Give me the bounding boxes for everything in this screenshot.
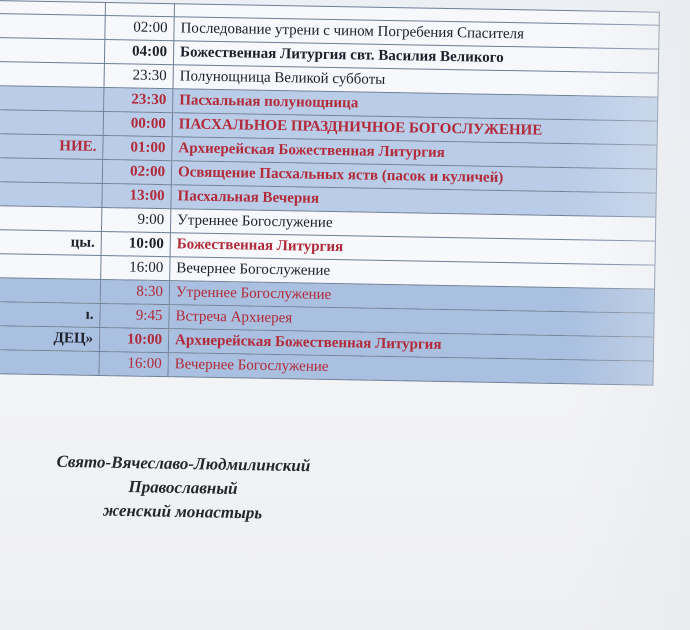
row-time: 10:00 bbox=[99, 327, 168, 352]
monastery-signature bbox=[17, 449, 348, 527]
signature-line-1: Свято-Вячеславо-Людмилинский bbox=[56, 451, 311, 476]
row-title: ПАСХАЛЬНОЕ ПРАЗДНИЧНОЕ БОГОСЛУЖЕНИЕ bbox=[172, 113, 657, 145]
row-left-cell bbox=[0, 157, 103, 183]
row-title: Полунощница Великой субботы bbox=[173, 65, 658, 97]
row-left-cell bbox=[0, 349, 99, 375]
row-title: Божественная Литургия свт. Василия Великого bbox=[173, 41, 658, 73]
row-time bbox=[105, 3, 174, 17]
row-left-cell bbox=[0, 277, 101, 303]
row-time: 00:00 bbox=[103, 111, 172, 136]
row-title: Пасхальная Вечерня bbox=[171, 185, 656, 217]
row-title: Последование утрени с чином Погребения Спасителя bbox=[174, 17, 659, 49]
row-title: Утреннее Богослужение bbox=[169, 281, 654, 313]
row-title: Утреннее Богослужение bbox=[170, 209, 655, 241]
signature-line-3: женский монастырь bbox=[102, 500, 263, 523]
row-title: Вечернее Богослужение bbox=[170, 257, 655, 289]
row-time: 16:00 bbox=[99, 351, 168, 376]
row-left-cell bbox=[0, 253, 101, 279]
row-left-cell bbox=[0, 38, 105, 64]
row-left-cell bbox=[0, 61, 104, 87]
row-left-cell: ДЕЦ» bbox=[0, 325, 100, 351]
row-time: 02:00 bbox=[102, 159, 171, 184]
row-time: 9:45 bbox=[100, 303, 169, 328]
row-time: 9:00 bbox=[101, 207, 170, 232]
row-time: 01:00 bbox=[103, 135, 172, 160]
row-time: 16:00 bbox=[101, 255, 170, 280]
row-left-cell: ı. bbox=[0, 301, 100, 327]
row-title: Вечернее Богослужение bbox=[168, 353, 653, 385]
row-time: 23:30 bbox=[104, 64, 173, 89]
row-time: 8:30 bbox=[100, 279, 169, 304]
signature-line-2: Православный bbox=[128, 477, 238, 498]
row-left-cell bbox=[0, 205, 102, 231]
row-time: 02:00 bbox=[105, 16, 174, 41]
row-title: Встреча Архиерея bbox=[169, 305, 654, 337]
row-title: Пасхальная полунощница bbox=[173, 89, 658, 121]
row-left-cell bbox=[0, 85, 104, 111]
row-time: 23:30 bbox=[104, 88, 173, 113]
row-title: Архиерейская Божественная Литургия bbox=[168, 329, 653, 361]
row-left-cell: НИЕ. bbox=[0, 133, 103, 159]
row-title: Освящение Пасхальных яств (пасок и куличей) bbox=[171, 161, 656, 193]
row-time: 10:00 bbox=[101, 231, 170, 256]
row-time: 04:00 bbox=[104, 40, 173, 65]
row-left-cell: цы. bbox=[0, 229, 101, 255]
row-time: 13:00 bbox=[102, 183, 171, 208]
row-left-cell bbox=[0, 14, 105, 40]
row-left-cell bbox=[0, 181, 102, 207]
row-title: Божественная Литургия bbox=[170, 233, 655, 265]
row-title: Архиерейская Божественная Литургия bbox=[172, 137, 657, 169]
row-left-cell bbox=[0, 109, 104, 135]
